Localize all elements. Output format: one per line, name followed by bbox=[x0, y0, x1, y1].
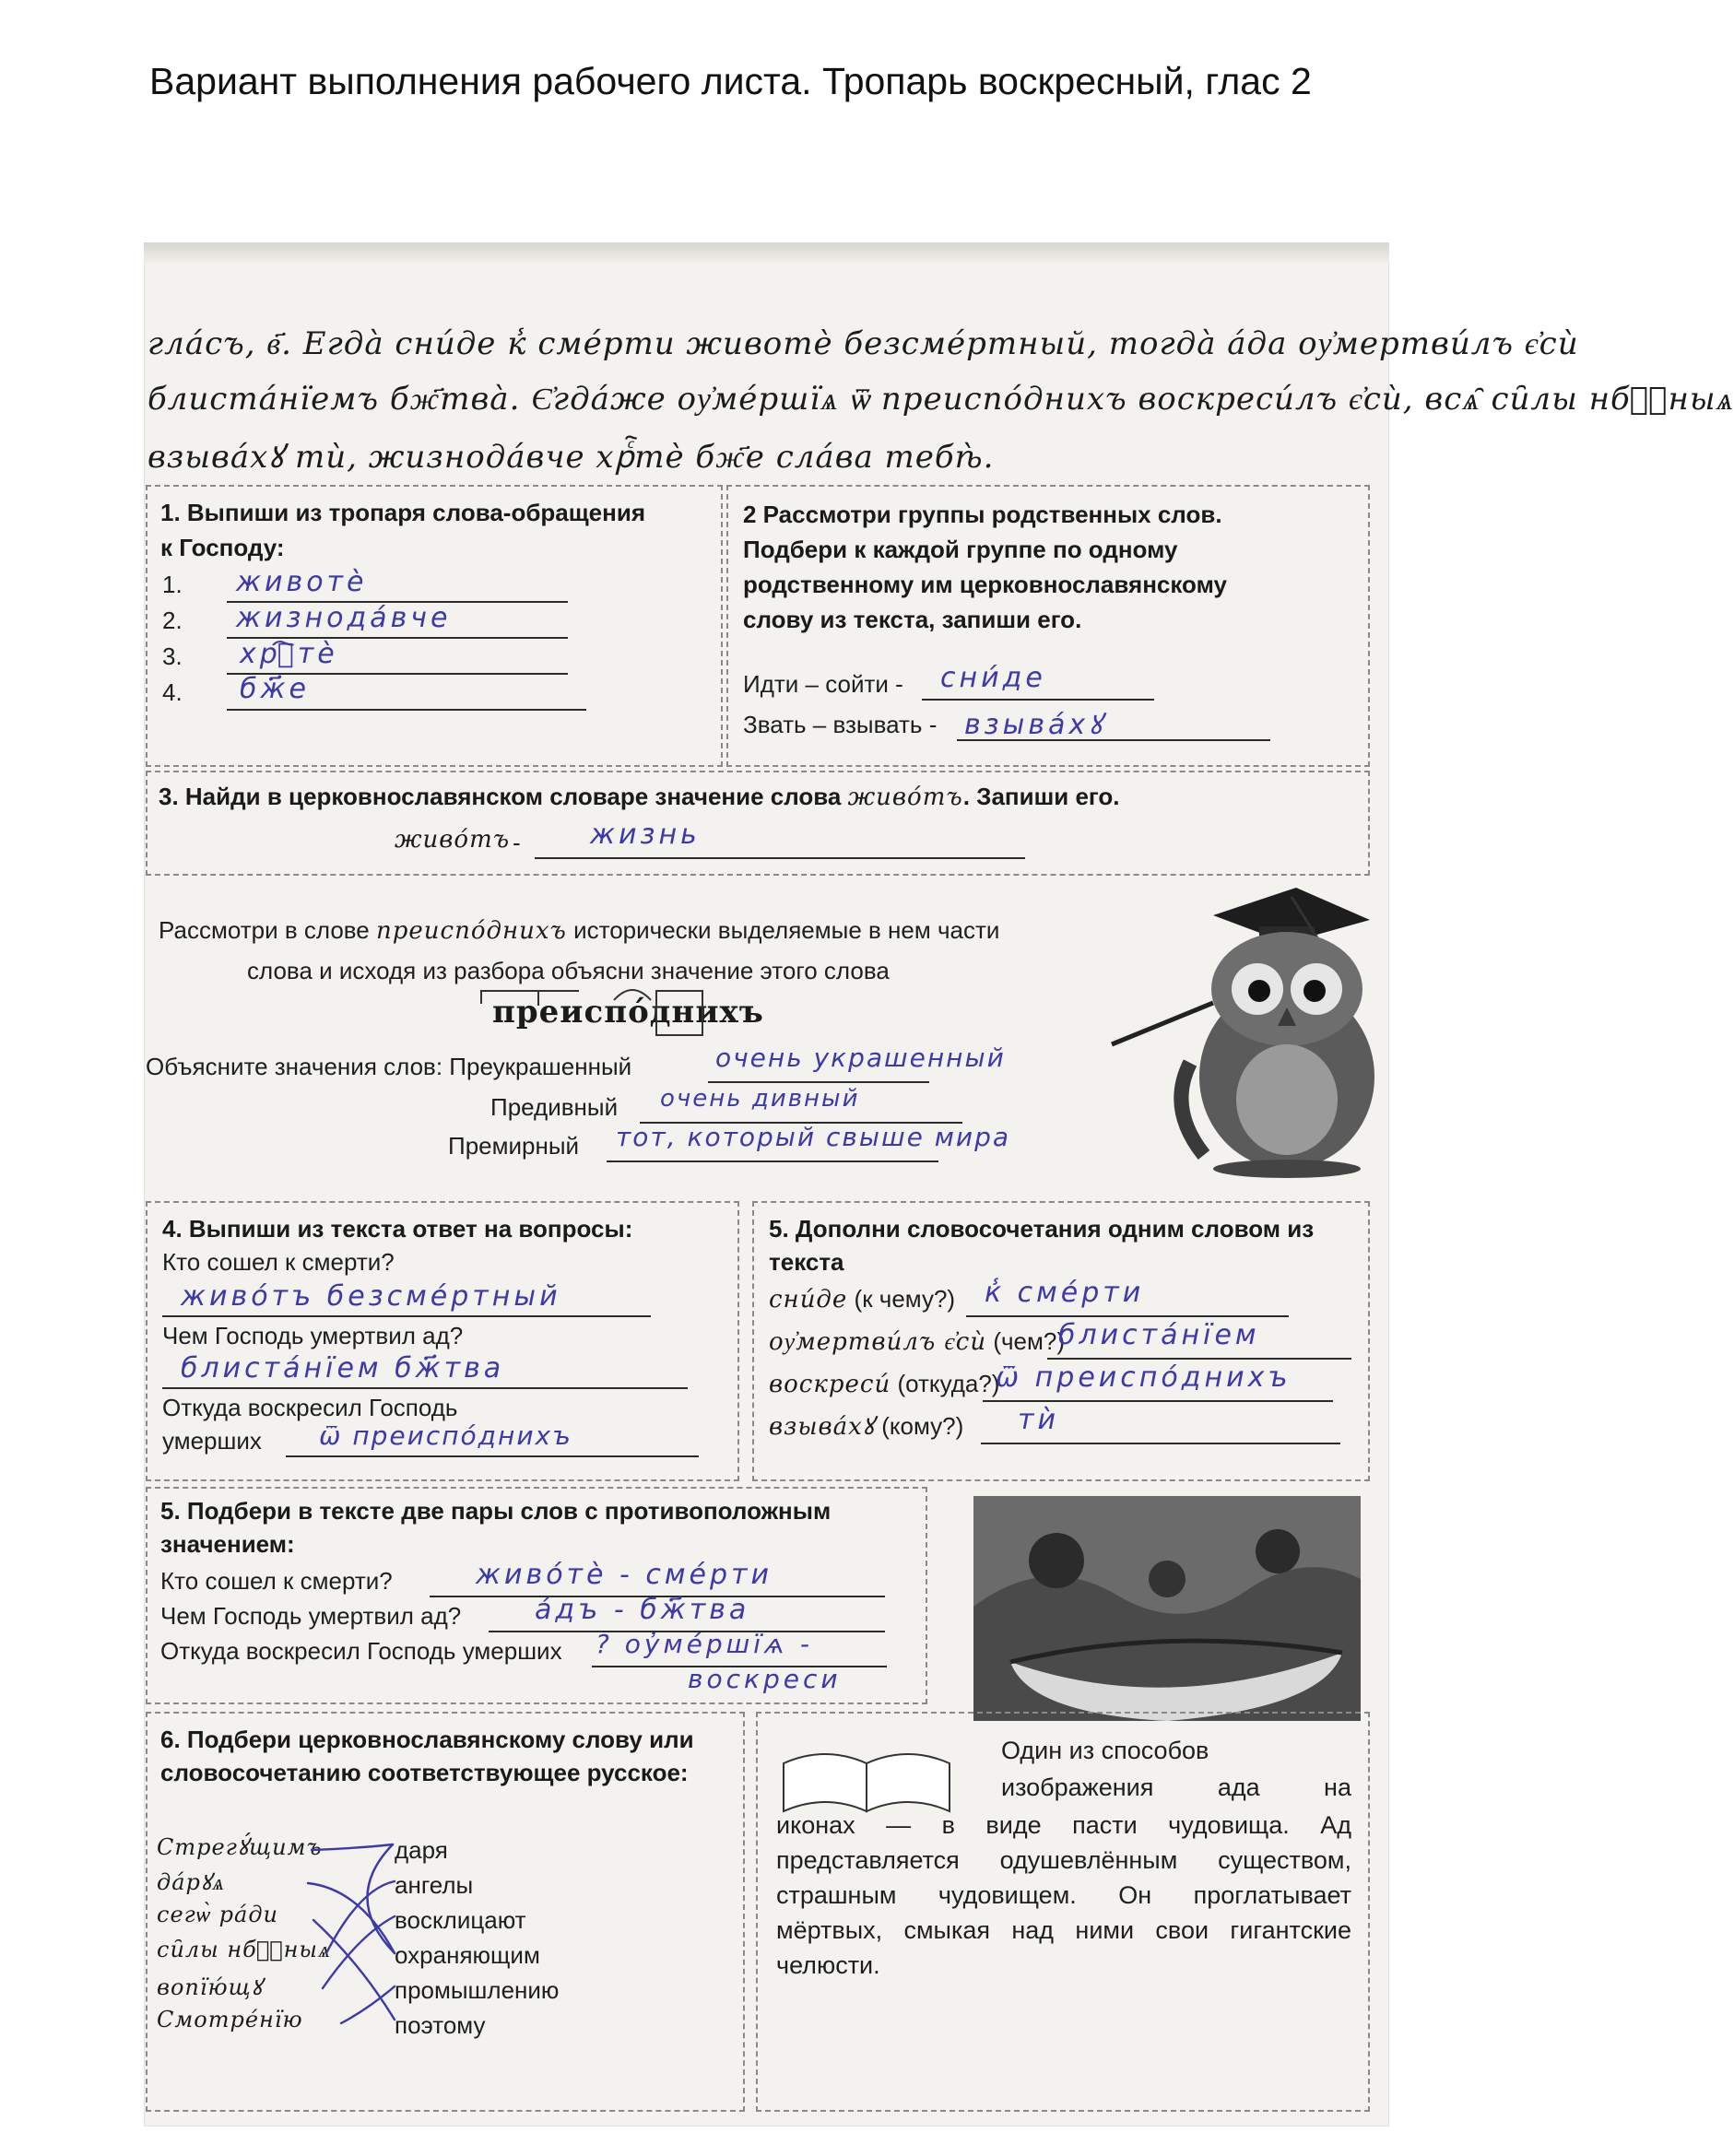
task6-right-4: охраняющим bbox=[395, 1941, 540, 1969]
explain-answer-2: очень дивный bbox=[660, 1085, 860, 1113]
task6-left-5: вопїю́щꙋ bbox=[157, 1974, 263, 2000]
task1-title-line1: 1. Выпиши из тропаря слова-обращения bbox=[160, 499, 645, 526]
task4-line-1 bbox=[162, 1315, 651, 1317]
task2-title-line4: слову из текста, запиши его. bbox=[743, 606, 1082, 633]
task6-left-4: си̑лы нбⷭ҇ныѧ bbox=[157, 1937, 331, 1962]
task2-title-line3: родственному им церковнославянскому bbox=[743, 571, 1227, 598]
task2-row2-label: Звать – взывать - bbox=[743, 711, 938, 738]
task6-matching-lines bbox=[304, 1824, 406, 2045]
task3-title-suffix: . Запиши его. bbox=[962, 783, 1120, 810]
task5b-title-line1: 5. Подбери в тексте две пары слов с противоположным bbox=[160, 1497, 832, 1525]
task3-title bbox=[159, 780, 1120, 814]
task5a-answer-3: ѿ преиспо́днихъ bbox=[996, 1361, 1292, 1394]
open-book-icon bbox=[774, 1726, 968, 1819]
task4-a3: ѿ преиспо́днихъ bbox=[319, 1420, 572, 1451]
task5b-title-line2: значением: bbox=[160, 1530, 295, 1558]
task1-number-2: 2. bbox=[162, 607, 183, 634]
match-line-5 bbox=[323, 1916, 395, 1988]
icon-hell-mouth-image bbox=[973, 1496, 1361, 1721]
task4-box bbox=[146, 1201, 739, 1481]
task1-number-3: 3. bbox=[162, 642, 183, 670]
task2-row1-label: Идти – сойти - bbox=[743, 670, 903, 698]
analysis-line-2: слова и исходя из разбора объясни значение этого слова bbox=[247, 957, 890, 984]
info-line2-word1: изображения bbox=[1001, 1773, 1154, 1801]
task5a-box bbox=[752, 1201, 1370, 1481]
task5a-row3-question: (откуда?) bbox=[897, 1370, 1000, 1397]
task2-row1-answer: сни́де bbox=[940, 662, 1046, 694]
book-left-page bbox=[784, 1754, 867, 1811]
task5a-answer-4: тѝ bbox=[1018, 1404, 1059, 1436]
word-parts-marks bbox=[476, 980, 752, 1039]
task6-right-6: поэтому bbox=[395, 2011, 486, 2039]
task5b-q1: Кто сошел к смерти? bbox=[160, 1567, 393, 1595]
task4-q3-line2: умерших bbox=[162, 1427, 262, 1455]
analysis-line-1 bbox=[159, 913, 999, 948]
page-heading: Вариант выполнения рабочего листа. Тропарь воскресный, глас 2 bbox=[149, 60, 1312, 102]
task5b-a3-line1: ? оу҆ме́ршїѧ - bbox=[596, 1629, 813, 1659]
analysis-line1-prefix: Рассмотри в слове bbox=[159, 916, 370, 944]
explain-answer-1: очень украшенный bbox=[715, 1043, 1006, 1073]
task3-answer: жизнь bbox=[590, 819, 701, 851]
task4-a2: блиста́нїем бж҃тва bbox=[181, 1352, 505, 1384]
task5a-line-3 bbox=[983, 1400, 1333, 1402]
task5a-line-1 bbox=[966, 1315, 1289, 1317]
analysis-word: преиспо́днихъ bbox=[492, 994, 764, 1031]
task5b-q3: Откуда воскресил Господь умерших bbox=[160, 1637, 562, 1665]
pointer-stick bbox=[1112, 1003, 1213, 1044]
task1-number-4: 4. bbox=[162, 678, 183, 706]
creature-shape bbox=[1029, 1533, 1084, 1588]
task6-right-5: промышлению bbox=[395, 1976, 560, 2004]
task5a-row2-cs: оу҆мертви́лъ є҆сѝ bbox=[769, 1328, 987, 1356]
task5b-a3-line2: воскреси bbox=[688, 1664, 842, 1694]
suffix-mark bbox=[656, 991, 702, 1035]
task3-title-prefix: 3. Найди в церковнославянском словаре значение слова bbox=[159, 783, 842, 810]
task1-answer-1: животѐ bbox=[236, 566, 368, 598]
task4-title: 4. Выпиши из текста ответ на вопросы: bbox=[162, 1215, 633, 1243]
task4-line-2 bbox=[162, 1387, 688, 1389]
task1-box bbox=[146, 485, 723, 767]
task5a-title-line2: текста bbox=[769, 1248, 844, 1276]
troparion-line-3: взыва́хꙋ тѝ, жизнода́вче хрⷭ҇тѐ бж҃е сла́ва тебѣ̀. bbox=[147, 439, 995, 476]
task1-answer-4: бж҃е bbox=[240, 673, 310, 705]
explain-line-1 bbox=[708, 1081, 929, 1083]
scan-top-edge bbox=[144, 242, 1389, 263]
root-mark bbox=[614, 990, 651, 1000]
task6-right-2: ангелы bbox=[395, 1871, 474, 1899]
task2-title-line1: 2 Рассмотри группы родственных слов. bbox=[743, 501, 1222, 528]
task5a-row1-question: (к чему?) bbox=[854, 1285, 956, 1313]
task5a-answer-1: к̾ сме́рти bbox=[985, 1277, 1145, 1309]
task5a-title-line1: 5. Дополни словосочетания одним словом из bbox=[769, 1215, 1315, 1243]
task4-q1: Кто сошел к смерти? bbox=[162, 1248, 395, 1276]
owl-pupil-right bbox=[1303, 980, 1326, 1002]
task5a-line-2 bbox=[1047, 1358, 1351, 1360]
book-right-page bbox=[867, 1754, 950, 1811]
match-curve bbox=[367, 1844, 395, 1953]
worksheet-scan bbox=[144, 242, 1734, 2127]
task5b-q2: Чем Господь умертвил ад? bbox=[160, 1602, 462, 1630]
prefix-mark-2 bbox=[538, 991, 579, 1006]
task6-title-line1: 6. Подбери церковнославянскому слову или bbox=[160, 1726, 694, 1753]
task6-box bbox=[146, 1712, 745, 2112]
task6-left-1: Стрегꙋ́щимъ bbox=[157, 1834, 323, 1860]
task3-term: живо́тъ bbox=[395, 826, 511, 854]
match-line-1 bbox=[312, 1844, 393, 1850]
info-line-1: Один из способов bbox=[1001, 1737, 1209, 1764]
analysis-line1-word: преиспо́днихъ bbox=[376, 917, 567, 945]
task3-box bbox=[146, 771, 1370, 876]
info-box bbox=[756, 1712, 1370, 2112]
creature-shape-2 bbox=[1256, 1529, 1300, 1573]
task4-a1: живо́тъ безсме́ртный bbox=[181, 1280, 561, 1313]
owl-feet bbox=[1213, 1160, 1361, 1178]
task1-title-line2: к Господу: bbox=[160, 534, 285, 561]
info-paragraph: иконах — в виде пасти чудовища. Ад представляется одушевлённым существом, страшным чудовищем. Он проглатывает мёртвых, смыкая над ними свои гигантские челюсти. bbox=[776, 1811, 1351, 1979]
task4-q2: Чем Господь умертвил ад? bbox=[162, 1322, 464, 1349]
task6-left-3: сегѡ̀ ра́ди bbox=[157, 1902, 279, 1927]
task5b-box bbox=[146, 1487, 927, 1704]
task5a-row2-question: (чем?) bbox=[993, 1327, 1066, 1355]
task3-dash: - bbox=[513, 829, 521, 856]
task3-title-word: живо́тъ bbox=[847, 783, 963, 811]
task6-title-line2: словосочетанию соответствующее русское: bbox=[160, 1759, 689, 1786]
task1-line-4 bbox=[227, 709, 586, 711]
troparion-line-1: гла́съ, в҃. Егда̀ сни́де к̾ сме́рти животѐ безсме́ртный, тогда̀ а́да оу҆мертви́лъ є҆сѝ bbox=[147, 325, 1579, 362]
task5a-row-3 bbox=[769, 1367, 999, 1401]
task5a-answer-2: блиста́нїем bbox=[1058, 1319, 1260, 1351]
task1-answer-2: жизнода́вче bbox=[236, 602, 452, 634]
explain-label-2: Предивный bbox=[490, 1093, 619, 1121]
explain-answer-3: тот, который свыше мира bbox=[616, 1122, 1011, 1152]
task1-number-1: 1. bbox=[162, 571, 183, 598]
task5a-row-4 bbox=[769, 1409, 963, 1443]
owl-pupil-left bbox=[1248, 980, 1270, 1002]
task6-left-2: да́рꙋѧ bbox=[157, 1869, 226, 1895]
task5a-row-1 bbox=[769, 1282, 955, 1316]
info-line-2 bbox=[1001, 1771, 1351, 1804]
creature-shape-3 bbox=[1149, 1561, 1185, 1597]
task2-title-line2: Подбери к каждой группе по одному bbox=[743, 536, 1178, 563]
match-line-2 bbox=[308, 1883, 395, 1953]
troparion-line-2: блиста́нїемъ бж҃тва̀. Є҆гда́же оу҆ме́ршїѧ ѿ преиспо́днихъ воскреси́лъ є҆сѝ, всѧ̑ си̑лы нбⷭ҇ныѧ bbox=[147, 381, 1734, 418]
analysis-line1-suffix: исторически выделяемые в нем части bbox=[573, 916, 1000, 944]
task6-right-3: восклицают bbox=[395, 1906, 526, 1934]
match-line-6 bbox=[341, 1986, 395, 2023]
explain-line-3 bbox=[607, 1160, 938, 1162]
info-line2-word3: на bbox=[1324, 1773, 1351, 1801]
task5a-line-4 bbox=[981, 1443, 1340, 1444]
task6-right-1: даря bbox=[395, 1836, 448, 1864]
task5a-row3-cs: воскреси́ bbox=[769, 1371, 891, 1398]
task5b-a2: а́дъ - бж҃тва bbox=[535, 1594, 750, 1626]
task5a-row4-cs: взыва́хꙋ bbox=[769, 1413, 875, 1441]
task2-row2-answer: взыва́хꙋ bbox=[964, 709, 1106, 741]
owl-illustration bbox=[1103, 878, 1379, 1183]
info-line2-word2: ада bbox=[1217, 1773, 1260, 1801]
owl-belly bbox=[1236, 1044, 1338, 1155]
task5a-row-2 bbox=[769, 1325, 1065, 1359]
task5b-a1: живо́тѐ - сме́рти bbox=[476, 1559, 773, 1591]
task5a-row4-question: (кому?) bbox=[881, 1412, 964, 1440]
task2-row1-line bbox=[922, 699, 1154, 701]
prefix-mark bbox=[481, 991, 538, 1004]
explain-label-3: Премирный bbox=[448, 1132, 580, 1160]
task5a-row1-cs: сни́де bbox=[769, 1286, 848, 1314]
explain-label: Объясните значения слов: Преукрашенный bbox=[146, 1053, 632, 1080]
task2-box bbox=[726, 485, 1370, 767]
task1-answer-3: хрⷭ҇тѐ bbox=[240, 638, 338, 670]
task6-left-6: Смотре́нїю bbox=[157, 2007, 303, 2032]
task3-line bbox=[535, 857, 1025, 859]
task4-line-3 bbox=[286, 1455, 699, 1457]
task4-q3-line1: Откуда воскресил Господь bbox=[162, 1394, 458, 1421]
